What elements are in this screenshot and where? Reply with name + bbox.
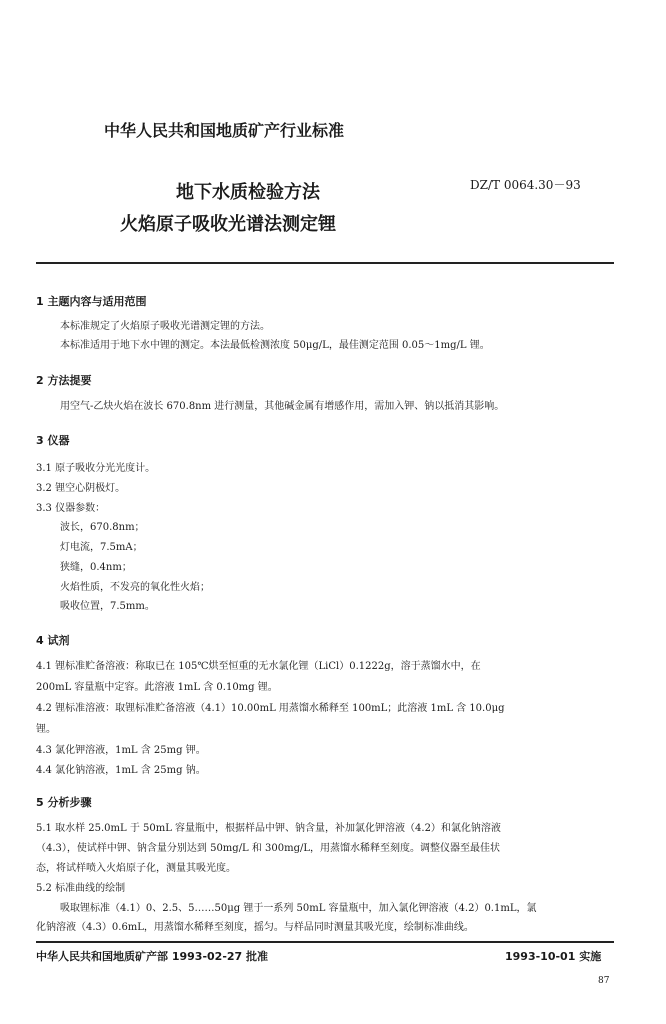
param-slit: 狭缝，0.4nm；	[60, 562, 132, 573]
param-wavelength: 波长，670.8nm；	[60, 522, 145, 533]
ministry-header: 中华人民共和国地质矿产行业标准	[104, 121, 345, 140]
standard-title-line2: 火焰原子吸收光谱法测定锂	[120, 214, 336, 235]
section-3-heading: 3 仪器	[36, 434, 70, 447]
section-5-item-1-line-1: 5.1 取水样 25.0mL 于 50mL 容量瓶中，根据样品中钾、钠含量，补加氯化钾溶液（4.2）和氯化钠溶液	[36, 823, 501, 834]
section-4-item-2-line-1: 4.2 锂标准溶液：取锂标准贮备溶液（4.1）10.00mL 用蒸馏水稀释至 100mL；此溶液 1mL 含 10.0μg	[36, 703, 505, 714]
section-1-heading: 1 主题内容与适用范围	[36, 295, 147, 308]
section-1-para-2: 本标准适用于地下水中锂的测定。本法最低检测浓度 50μg/L，最佳测定范围 0.05～1mg/L 锂。	[60, 340, 490, 351]
section-2-heading: 2 方法提要	[36, 374, 92, 387]
param-absorption-position: 吸收位置，7.5mm。	[60, 601, 155, 612]
section-5-heading: 5 分析步骤	[36, 796, 92, 809]
section-2-para-1: 用空气-乙炔火焰在波长 670.8nm 进行测量，其他碱金属有增感作用，需加入钾、钠以抵消其影响。	[60, 401, 505, 412]
section-4-item-2-line-2: 锂。	[36, 724, 56, 735]
section-4-heading: 4 试剂	[36, 634, 70, 647]
standard-code: DZ/T 0064.30－93	[470, 178, 581, 192]
section-4-item-3: 4.3 氯化钾溶液，1mL 含 25mg 钾。	[36, 745, 206, 756]
effective-date: 1993-10-01 实施	[505, 950, 602, 963]
standard-title-line1: 地下水质检验方法	[176, 182, 320, 203]
section-5-item-1-line-3: 态，将试样喷入火焰原子化，测量其吸光度。	[36, 863, 236, 874]
page-number: 87	[598, 976, 610, 986]
section-5-item-1-line-2: （4.3），使试样中钾、钠含量分别达到 50mg/L 和 300mg/L，用蒸馏水稀释至刻度。调整仪器至最佳状	[36, 843, 501, 854]
section-4-item-1-line-2: 200mL 容量瓶中定容。此溶液 1mL 含 0.10mg 锂。	[36, 682, 278, 693]
section-3-item-2: 3.2 锂空心阴极灯。	[36, 483, 126, 494]
param-lamp-current: 灯电流，7.5mA；	[60, 542, 143, 553]
param-flame: 火焰性质，不发亮的氧化性火焰；	[60, 582, 210, 593]
approval-date: 中华人民共和国地质矿产部 1993-02-27 批准	[36, 950, 269, 963]
section-1-para-1: 本标准规定了火焰原子吸收光谱测定锂的方法。	[60, 321, 270, 332]
section-3-item-1: 3.1 原子吸收分光光度计。	[36, 463, 156, 474]
section-5-item-2: 5.2 标准曲线的绘制	[36, 883, 126, 894]
section-4-item-4: 4.4 氯化钠溶液，1mL 含 25mg 钠。	[36, 765, 206, 776]
section-3-item-3: 3.3 仪器参数：	[36, 503, 106, 514]
section-4-item-1-line-1: 4.1 锂标准贮备溶液：称取已在 105℃烘至恒重的无水氯化锂（LiCl）0.1222g，溶于蒸馏水中，在	[36, 661, 481, 672]
section-5-para-line-2: 化钠溶液（4.3）0.6mL，用蒸馏水稀释至刻度，摇匀。与样品同时测量其吸光度，绘制标准曲线。	[36, 922, 474, 933]
bottom-divider	[36, 941, 614, 943]
top-divider	[36, 262, 614, 264]
section-5-para-line-1: 吸取锂标准（4.1）0、2.5、5……50μg 锂于一系列 50mL 容量瓶中，加入氯化钾溶液（4.2）0.1mL，氯	[60, 903, 537, 914]
